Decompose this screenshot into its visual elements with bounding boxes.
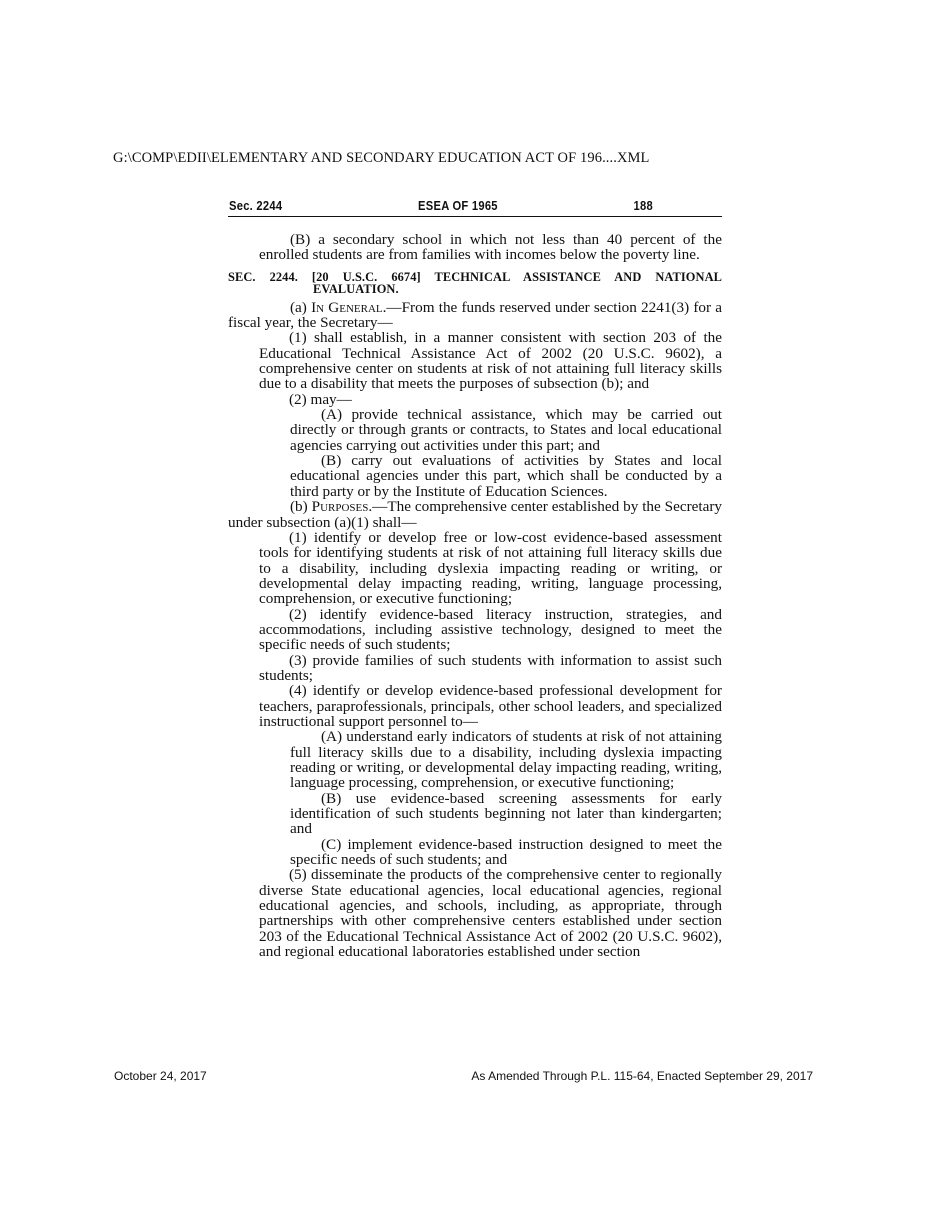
paragraph-b3: (3) provide families of such students with information to assist such students; [259,651,722,684]
subsection-a-label: (a) [290,298,307,316]
subsection-a [228,300,722,331]
file-path: G:\COMP\EDII\ELEMENTARY AND SECONDARY EDUCATION ACT OF 196....XML [113,150,650,166]
subsection-a-text: .—From the funds reserved under section 2241(3) for a fiscal year, the Secretary— [228,298,722,332]
paragraph-b1: (1) identify or develop free or low-cost evidence-based assessment tools for identifying students at risk of not attaining full literacy skills due to a disability, including dyslexia impacting reading or writing, or developmental delay impacting reading, writing, language processing, comprehension, or executive functioning; [259,528,722,608]
document-body [228,232,722,959]
subsection-b-caption: Purposes [311,498,369,516]
paragraph-b4C: (C) implement evidence-based instruction designed to meet the specific needs of such students; and [290,835,722,869]
paragraph-a2A: (A) provide technical assistance, which may be carried out directly or through grants or contracts, to States and local educational agencies carrying out activities under this part; and [290,406,722,454]
subsection-b-text: .—The comprehensive center established by the Secretary under subsection (a)(1) shall— [228,498,722,531]
paragraph-b-secondary-school: (B) a secondary school in which not less than 40 percent of the enrolled students are from families with incomes below the poverty line. [259,231,722,264]
paragraph-b4B: (B) use evidence-based screening assessments for early identification of such students beginning not later than kindergarten; and [290,789,722,838]
paragraph-b4A: (A) understand early indicators of students at risk of not attaining full literacy skills due to a disability, including dyslexia impacting reading or writing, or developmental delay impacting reading, writing, language processing, comprehension, or executive functioning; [290,728,722,792]
footer-amended-note: As Amended Through P.L. 115-64, Enacted September 29, 2017 [471,1069,813,1083]
paragraph-a1: (1) shall establish, in a manner consistent with section 203 of the Educational Technical Assistance Act of 2002 (20 U.S.C. 9602), a comprehensive center on students at risk of not attaining full literacy skills due to a disability that meets the purposes of subsection (b); and [259,329,722,393]
footer-date: October 24, 2017 [114,1069,207,1083]
header-rule [228,216,722,217]
paragraph-a2B: (B) carry out evaluations of activities by States and local educational agencies under this part, which shall be conducted by a third party or by the Institute of Education Sciences. [290,452,722,500]
subsection-b [228,499,722,530]
section-heading: SEC. 2244. [20 U.S.C. 6674] TECHNICAL ASSISTANCE AND NATIONAL EVALUATION. [228,269,722,297]
paragraph-b2: (2) identify evidence-based literacy instruction, strategies, and accommodations, including assistive technology, designed to meet the specific needs of such students; [259,605,722,654]
paragraph-a2: (2) may— [289,390,352,408]
paragraph-b4: (4) identify or develop evidence-based professional development for teachers, paraprofessionals, principals, other school leaders, and specialized instructional support personnel to— [259,682,722,730]
subsection-b-label: (b) [290,498,308,516]
paragraph-b5: (5) disseminate the products of the comprehensive center to regionally diverse State educational agencies, local educational agencies, regional educational agencies, and schools, including, as appropriate, through partnerships with other comprehensive centers established under section 203 of the Educational Technical Assistance Act of 2002 (20 U.S.C. 9602), and regional educational laboratories established under section [259,866,722,961]
running-head [229,198,653,213]
page-number: 188 [633,198,653,213]
running-head-section: Sec. 2244 [229,198,283,213]
running-head-title: ESEA OF 1965 [418,198,498,213]
subsection-a-caption: In General [311,298,383,316]
